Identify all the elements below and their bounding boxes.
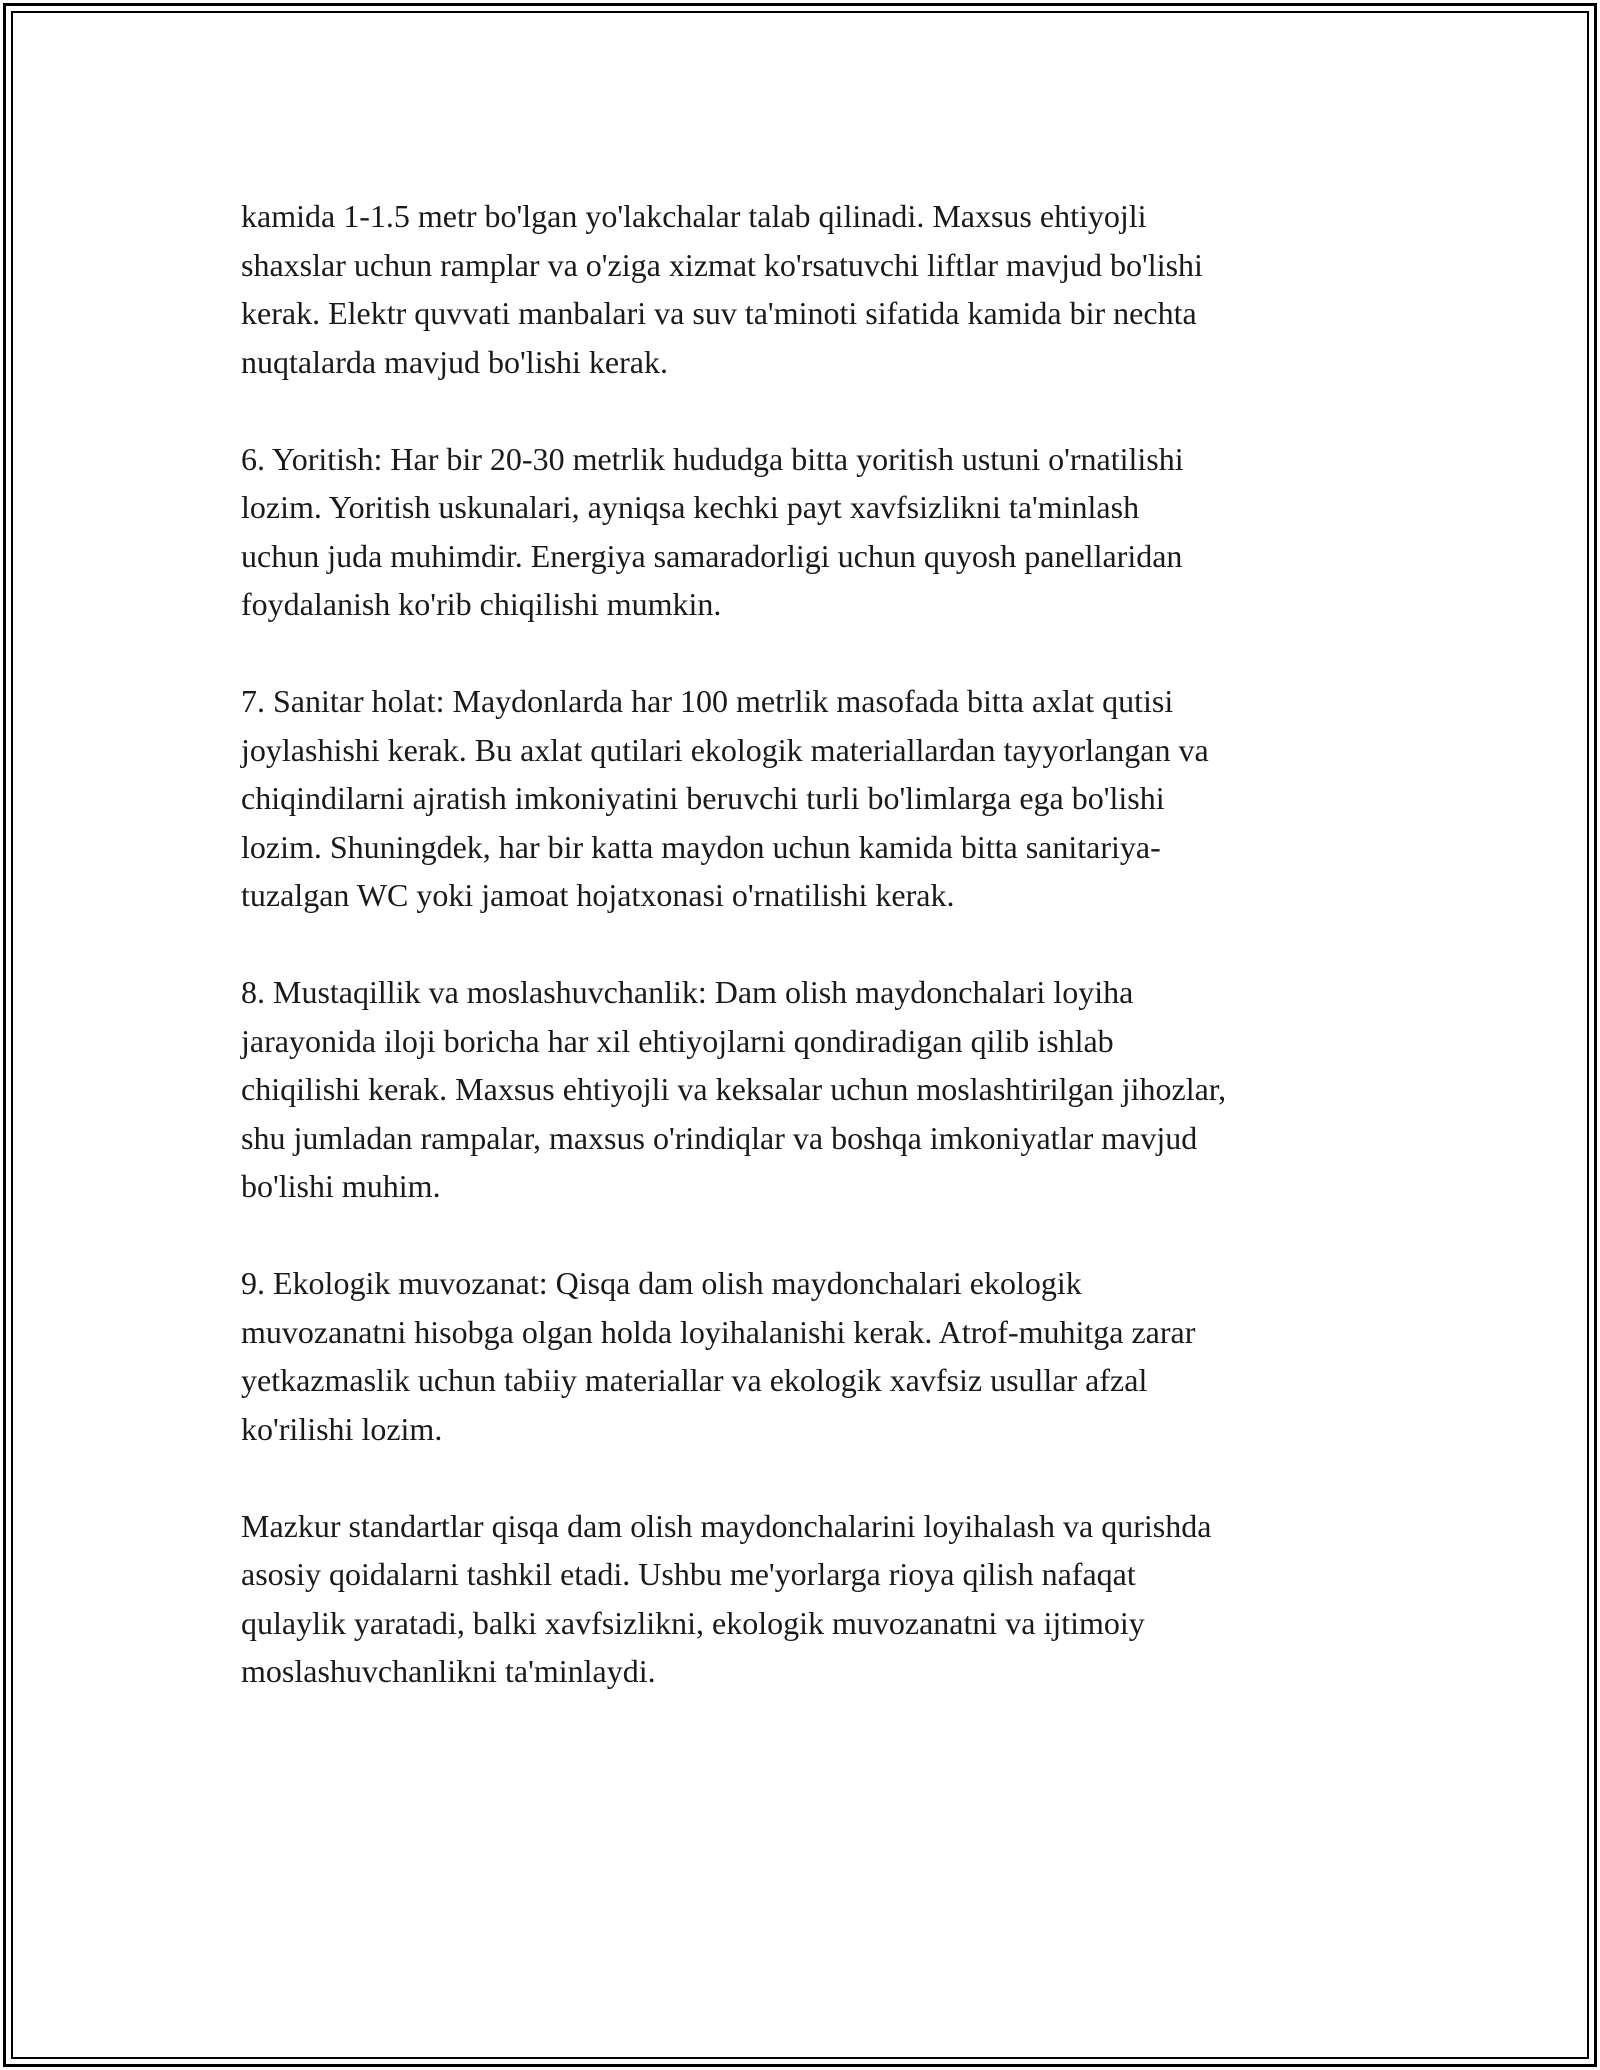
- paragraph-continuation: kamida 1-1.5 metr bo'lgan yo'lakchalar talab qilinadi. Maxsus ehtiyojli shaxslar uchun ramplar va o'ziga xizmat ko'rsatuvchi liftlar mavjud bo'lishi kerak. Elektr quvvati manbalari va suv ta'minoti sifatida kamida bir nechta nuqtalarda mavjud bo'lishi kerak.: [241, 198, 1203, 380]
- paragraph-item-6-lighting: 6. Yoritish: Har bir 20-30 metrlik hududga bitta yoritish ustuni o'rnatilishi lozim. Yoritish uskunalari, ayniqsa kechki payt xavfsizlikni ta'minlash uchun juda muhimdir. Energiya samaradorligi uchun quyosh panellaridan foydalanish ko'rib chiqilishi mumkin.: [241, 440, 1184, 622]
- page-frame: [3, 3, 1597, 2067]
- paragraph-item-9-ecology: 9. Ekologik muvozanat: Qisqa dam olish maydonchalari ekologik muvozanatni hisobga olgan holda loyihalanishi kerak. Atrof-muhitga zarar yetkazmaslik uchun tabiiy materiallar va ekologik xavfsiz usullar afzal ko'rilishi lozim.: [241, 1265, 1196, 1447]
- paragraph-item-7-sanitation: 7. Sanitar holat: Maydonlarda har 100 metrlik masofada bitta axlat qutisi joylashishi kerak. Bu axlat qutilari ekologik materiallardan tayyorlangan va chiqindilarni ajratish imkoniyatini beruvchi turli bo'limlarga ega bo'lishi lozim. Shuningdek, har bir katta maydon uchun kamida bitta sanitariya- tuzalgan WC yoki jamoat hojatxonasi o'rnatilishi kerak.: [241, 683, 1209, 913]
- paragraph-item-8-accessibility: 8. Mustaqillik va moslashuvchanlik: Dam olish maydonchalari loyiha jarayonida iloji boricha har xil ehtiyojlarni qondiradigan qilib ishlab chiqilishi kerak. Maxsus ehtiyojli va keksalar uchun moslashtirilgan jihozlar, shu jumladan rampalar, maxsus o'rindiqlar va boshqa imkoniyatlar mavjud bo'lishi muhim.: [241, 974, 1227, 1204]
- paragraph-conclusion: Mazkur standartlar qisqa dam olish maydonchalarini loyihalash va qurishda asosiy qoidalarni tashkil etadi. Ushbu me'yorlarga rioya qilish nafaqat qulaylik yaratadi, balki xavfsizlikni, ekologik muvozanatni va ijtimoiy moslashuvchanlikni ta'minlaydi.: [241, 1507, 1212, 1689]
- page-body: [241, 192, 1391, 1696]
